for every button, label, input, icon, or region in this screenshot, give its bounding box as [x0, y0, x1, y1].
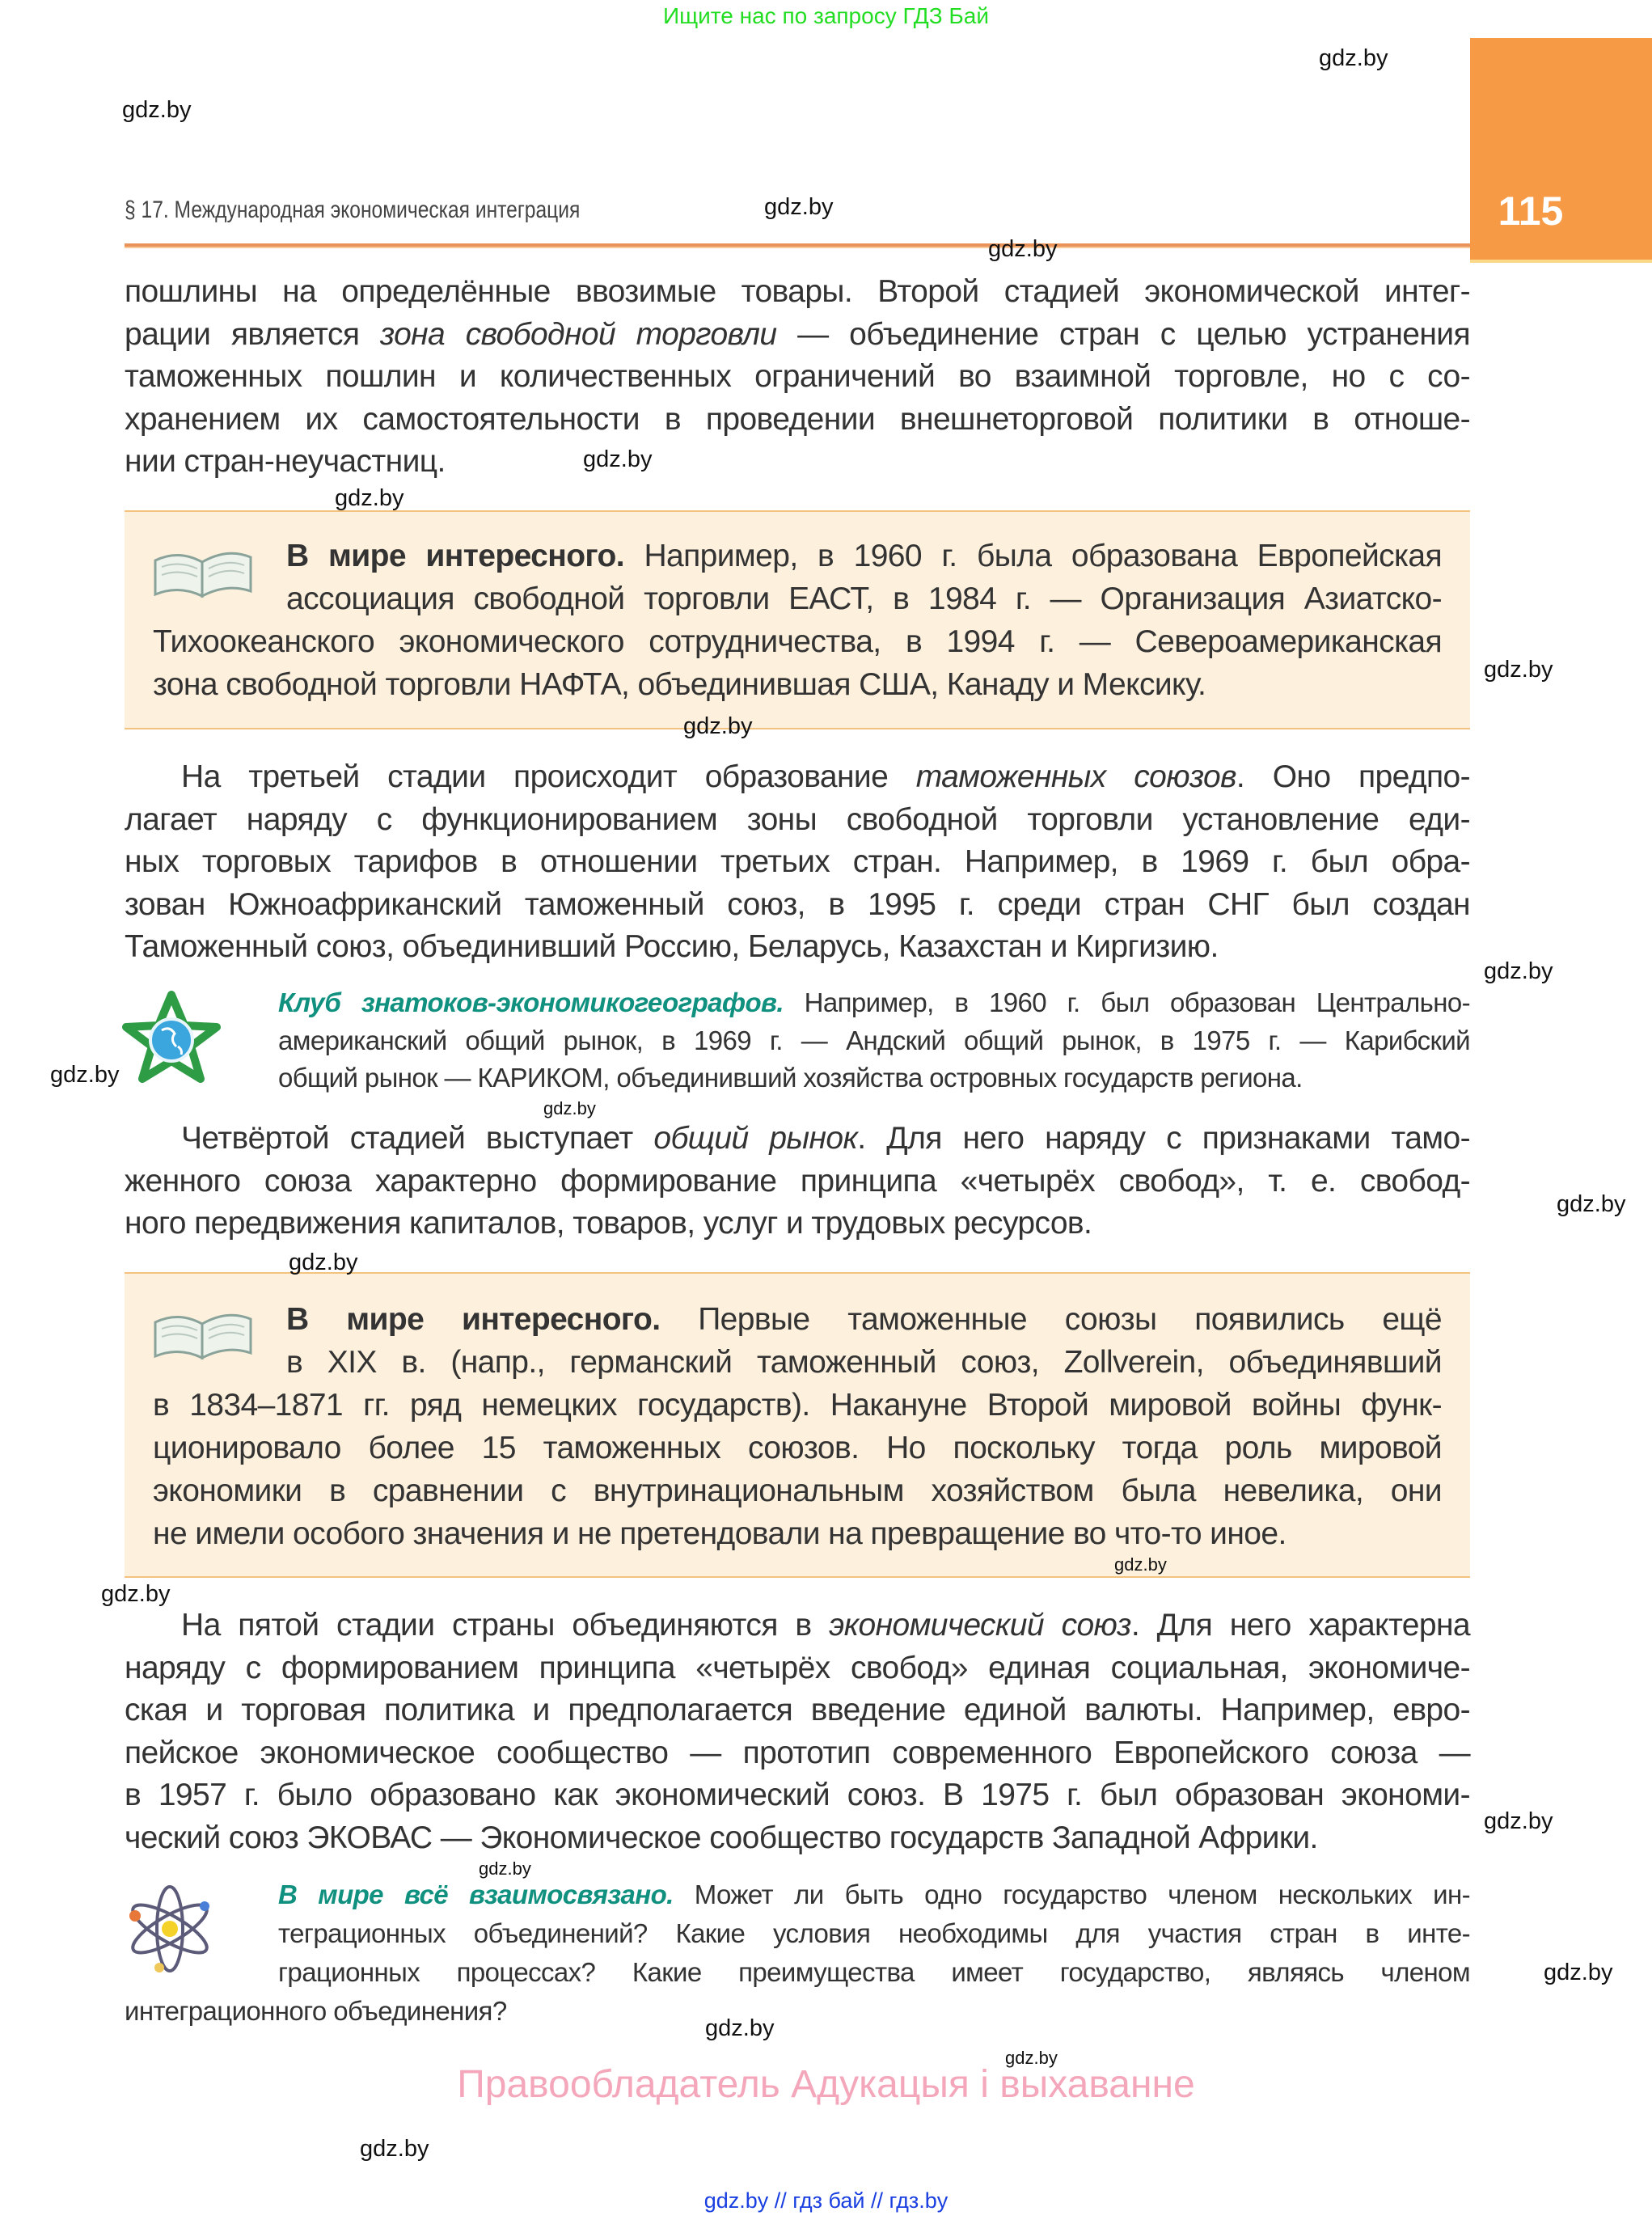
text-line — [125, 1203, 1470, 1245]
text-line — [125, 356, 1470, 399]
text-segment: На пятой стадии страны объединяются в — [181, 1608, 830, 1643]
economic-geographers-club-note — [278, 984, 1470, 1097]
text-segment: . Оно предпо- — [1236, 759, 1471, 794]
watermark: gdz.by — [101, 1581, 171, 1607]
text-segment: — объединение стран с целью устранения — [776, 316, 1471, 352]
text-line — [153, 577, 1442, 620]
text-line — [278, 984, 1470, 1022]
inline-heading: В мире всё взаимосвязано. — [278, 1879, 674, 1909]
box-text-1 — [153, 535, 1442, 706]
text-segment: ного передвижения капиталов, товаров, услуг и трудовых ресурсов. — [125, 1206, 1092, 1241]
watermark: gdz.by — [1005, 2048, 1058, 2068]
watermark: gdz.by — [988, 236, 1058, 262]
text-line — [125, 1605, 1470, 1647]
text-segment: ционировало более 15 таможенных союзов. Но поскольку тогда роль мировой — [153, 1431, 1442, 1465]
text-line — [153, 535, 1442, 577]
text-segment: американский общий рынок, в 1969 г. — Андский общий рынок, в 1975 г. — Карибский — [278, 1025, 1470, 1055]
text-line — [125, 1689, 1470, 1732]
text-line — [125, 1953, 1470, 1992]
text-line — [125, 1914, 1470, 1953]
globe-emblem-icon — [121, 990, 222, 1085]
text-line — [153, 1341, 1442, 1384]
term-emphasis: экономический союз — [829, 1608, 1131, 1643]
text-segment: нии стран-неучастниц. — [125, 444, 446, 480]
text-line — [153, 1469, 1442, 1512]
text-line — [125, 399, 1470, 442]
term-emphasis: зона свободной торговли — [379, 316, 777, 352]
text-segment: таможенных пошлин и количественных ограничений во взаимной торговле, но с со- — [125, 359, 1470, 395]
watermark: gdz.by — [1484, 958, 1553, 984]
text-segment: в 1834–1871 гг. ряд немецких государств). Накануне Второй мировой войны функ- — [153, 1388, 1442, 1423]
text-line — [278, 1022, 1470, 1060]
watermark: gdz.by — [764, 194, 834, 220]
watermark: gdz.by — [1114, 1554, 1167, 1575]
text-line — [125, 1732, 1470, 1775]
text-segment: в XIX в. (напр., германский таможенный союз, Zollverein, объединявший — [286, 1345, 1442, 1380]
text-segment: зован Южноафриканский таможенный союз, в 1995 г. среди стран СНГ был создан — [125, 886, 1470, 922]
watermark: gdz.by — [1544, 1960, 1613, 1985]
text-segment: в 1957 г. было образовано как экономический союз. В 1975 г. был образован экономи- — [125, 1778, 1470, 1813]
text-segment: лагает наряду с функционированием зоны свободной торговли установление еди- — [125, 801, 1470, 837]
text-segment: ассоциация свободной торговли ЕАСТ, в 1984 г. — Организация Азиатско- — [286, 581, 1442, 616]
text-line — [125, 1817, 1470, 1860]
paragraph-free-trade-zone — [125, 271, 1470, 484]
watermark: gdz.by — [1484, 657, 1553, 683]
text-segment: Первые таможенные союзы появились ещё — [660, 1302, 1442, 1337]
section-header: § 17. Международная экономическая интеграция — [125, 197, 581, 223]
text-segment: пошлины на определённые ввозимые товары. Второй стадией экономической интег- — [125, 274, 1470, 309]
term-emphasis: общий рынок — [653, 1121, 858, 1156]
text-segment: На третьей стадии происходит образование — [181, 759, 916, 794]
text-line — [125, 314, 1470, 357]
watermark: gdz.by — [335, 485, 404, 511]
paragraph-economic-union — [125, 1605, 1470, 1860]
text-segment: общий рынок — КАРИКОМ, объединивший хозяйства островных государств региона. — [278, 1063, 1303, 1093]
box-text-2 — [153, 1298, 1442, 1555]
text-segment: зона свободной торговли НАФТА, объединившая США, Канаду и Мексику. — [153, 667, 1206, 702]
text-line — [125, 841, 1470, 884]
footer-links[interactable]: gdz.by // гдз бай // гдз.by — [703, 2188, 949, 2213]
text-segment: ская и торговая политика и предполагается введение единой валюты. Например, евро- — [125, 1693, 1470, 1728]
text-line — [153, 1427, 1442, 1469]
text-line — [153, 1298, 1442, 1341]
watermark: gdz.by — [1484, 1808, 1553, 1834]
page-number: 115 — [1498, 188, 1564, 234]
text-segment: рации является — [125, 316, 380, 352]
text-segment: интеграционного объединения? — [125, 1996, 507, 2026]
text-line — [125, 441, 1470, 484]
text-segment: ных торговых тарифов в отношении третьих стран. Например, в 1969 г. был обра- — [125, 844, 1470, 880]
text-line — [125, 1118, 1470, 1161]
text-segment: хранением их самостоятельности в проведении внешнеторговой политики в отноше- — [125, 401, 1470, 437]
watermark: gdz.by — [583, 446, 653, 472]
watermark: gdz.by — [543, 1098, 596, 1118]
text-segment: Может ли быть одно государство членом нескольких ин- — [673, 1879, 1470, 1909]
term-emphasis: таможенных союзов — [915, 759, 1236, 794]
text-line — [153, 1384, 1442, 1427]
text-line — [278, 1059, 1470, 1097]
text-line — [153, 663, 1442, 706]
text-line — [125, 799, 1470, 842]
watermark: gdz.by — [683, 713, 753, 739]
text-segment: пейское экономическое сообщество — прототип современного Европейского союза — — [125, 1735, 1470, 1770]
watermark: gdz.by — [289, 1249, 358, 1275]
watermark: gdz.by — [50, 1062, 120, 1088]
text-line — [125, 756, 1470, 799]
text-segment: теграционных объединений? Какие условия необходимы для участия стран в инте- — [278, 1918, 1470, 1948]
copyright-notice: Правообладатель Адукацыя і выхаванне — [457, 2063, 1195, 2106]
watermark: gdz.by — [479, 1858, 531, 1879]
text-line — [125, 271, 1470, 314]
inline-heading: В мире интересного. — [286, 539, 625, 573]
text-segment: экономики в сравнении с внутринациональным хозяйством была невелика, они — [153, 1474, 1442, 1508]
watermark: gdz.by — [122, 97, 192, 123]
text-line — [125, 926, 1470, 969]
text-line — [153, 1512, 1442, 1555]
text-segment: наряду с формированием принципа «четырёх свобод» единая социальная, экономиче- — [125, 1650, 1470, 1685]
inline-heading: В мире интересного. — [286, 1302, 661, 1337]
text-line — [125, 1992, 1470, 2031]
inline-heading: Клуб знатоков-экономикогеографов. — [278, 987, 784, 1017]
text-segment: не имели особого значения и не претендовали на превращение во что-то иное. — [153, 1516, 1287, 1551]
text-segment: женного союза характерно формирование принципа «четырёх свобод», т. е. свобод- — [125, 1163, 1470, 1199]
text-segment: ческий союз ЭКОВАС — Экономическое сообщество государств Западной Африки. — [125, 1820, 1318, 1855]
text-line — [125, 1875, 1470, 1914]
text-line — [125, 1161, 1470, 1203]
text-segment: Тихоокеанского экономического сотрудничества, в 1994 г. — Североамериканская — [153, 624, 1442, 659]
watermark: gdz.by — [1319, 45, 1388, 71]
text-segment: Например, в 1960 г. была образована Европейская — [624, 539, 1442, 573]
text-line — [125, 884, 1470, 927]
header-divider — [125, 243, 1470, 248]
text-segment: грационных процессах? Какие преимущества имеет государство, являясь членом — [278, 1957, 1470, 1987]
text-line — [125, 1774, 1470, 1817]
watermark: gdz.by — [1557, 1191, 1626, 1217]
text-segment: . Для него характерна — [1130, 1608, 1470, 1643]
text-line — [125, 1647, 1470, 1690]
text-segment: Четвёртой стадией выступает — [181, 1121, 654, 1156]
watermark: gdz.by — [360, 2136, 429, 2162]
text-segment: . Для него наряду с признаками тамо- — [857, 1121, 1470, 1156]
text-segment: Таможенный союз, объединивший Россию, Беларусь, Казахстан и Киргизию. — [125, 929, 1219, 965]
paragraph-customs-union — [125, 756, 1470, 969]
paragraph-common-market — [125, 1118, 1470, 1245]
review-questions — [125, 1875, 1470, 2031]
text-line — [153, 620, 1442, 663]
watermark: gdz.by — [705, 2015, 775, 2041]
text-segment: Например, в 1960 г. был образован Центрально- — [783, 987, 1470, 1017]
search-hint-banner: Ищите нас по запросу ГДЗ Бай — [662, 3, 990, 28]
